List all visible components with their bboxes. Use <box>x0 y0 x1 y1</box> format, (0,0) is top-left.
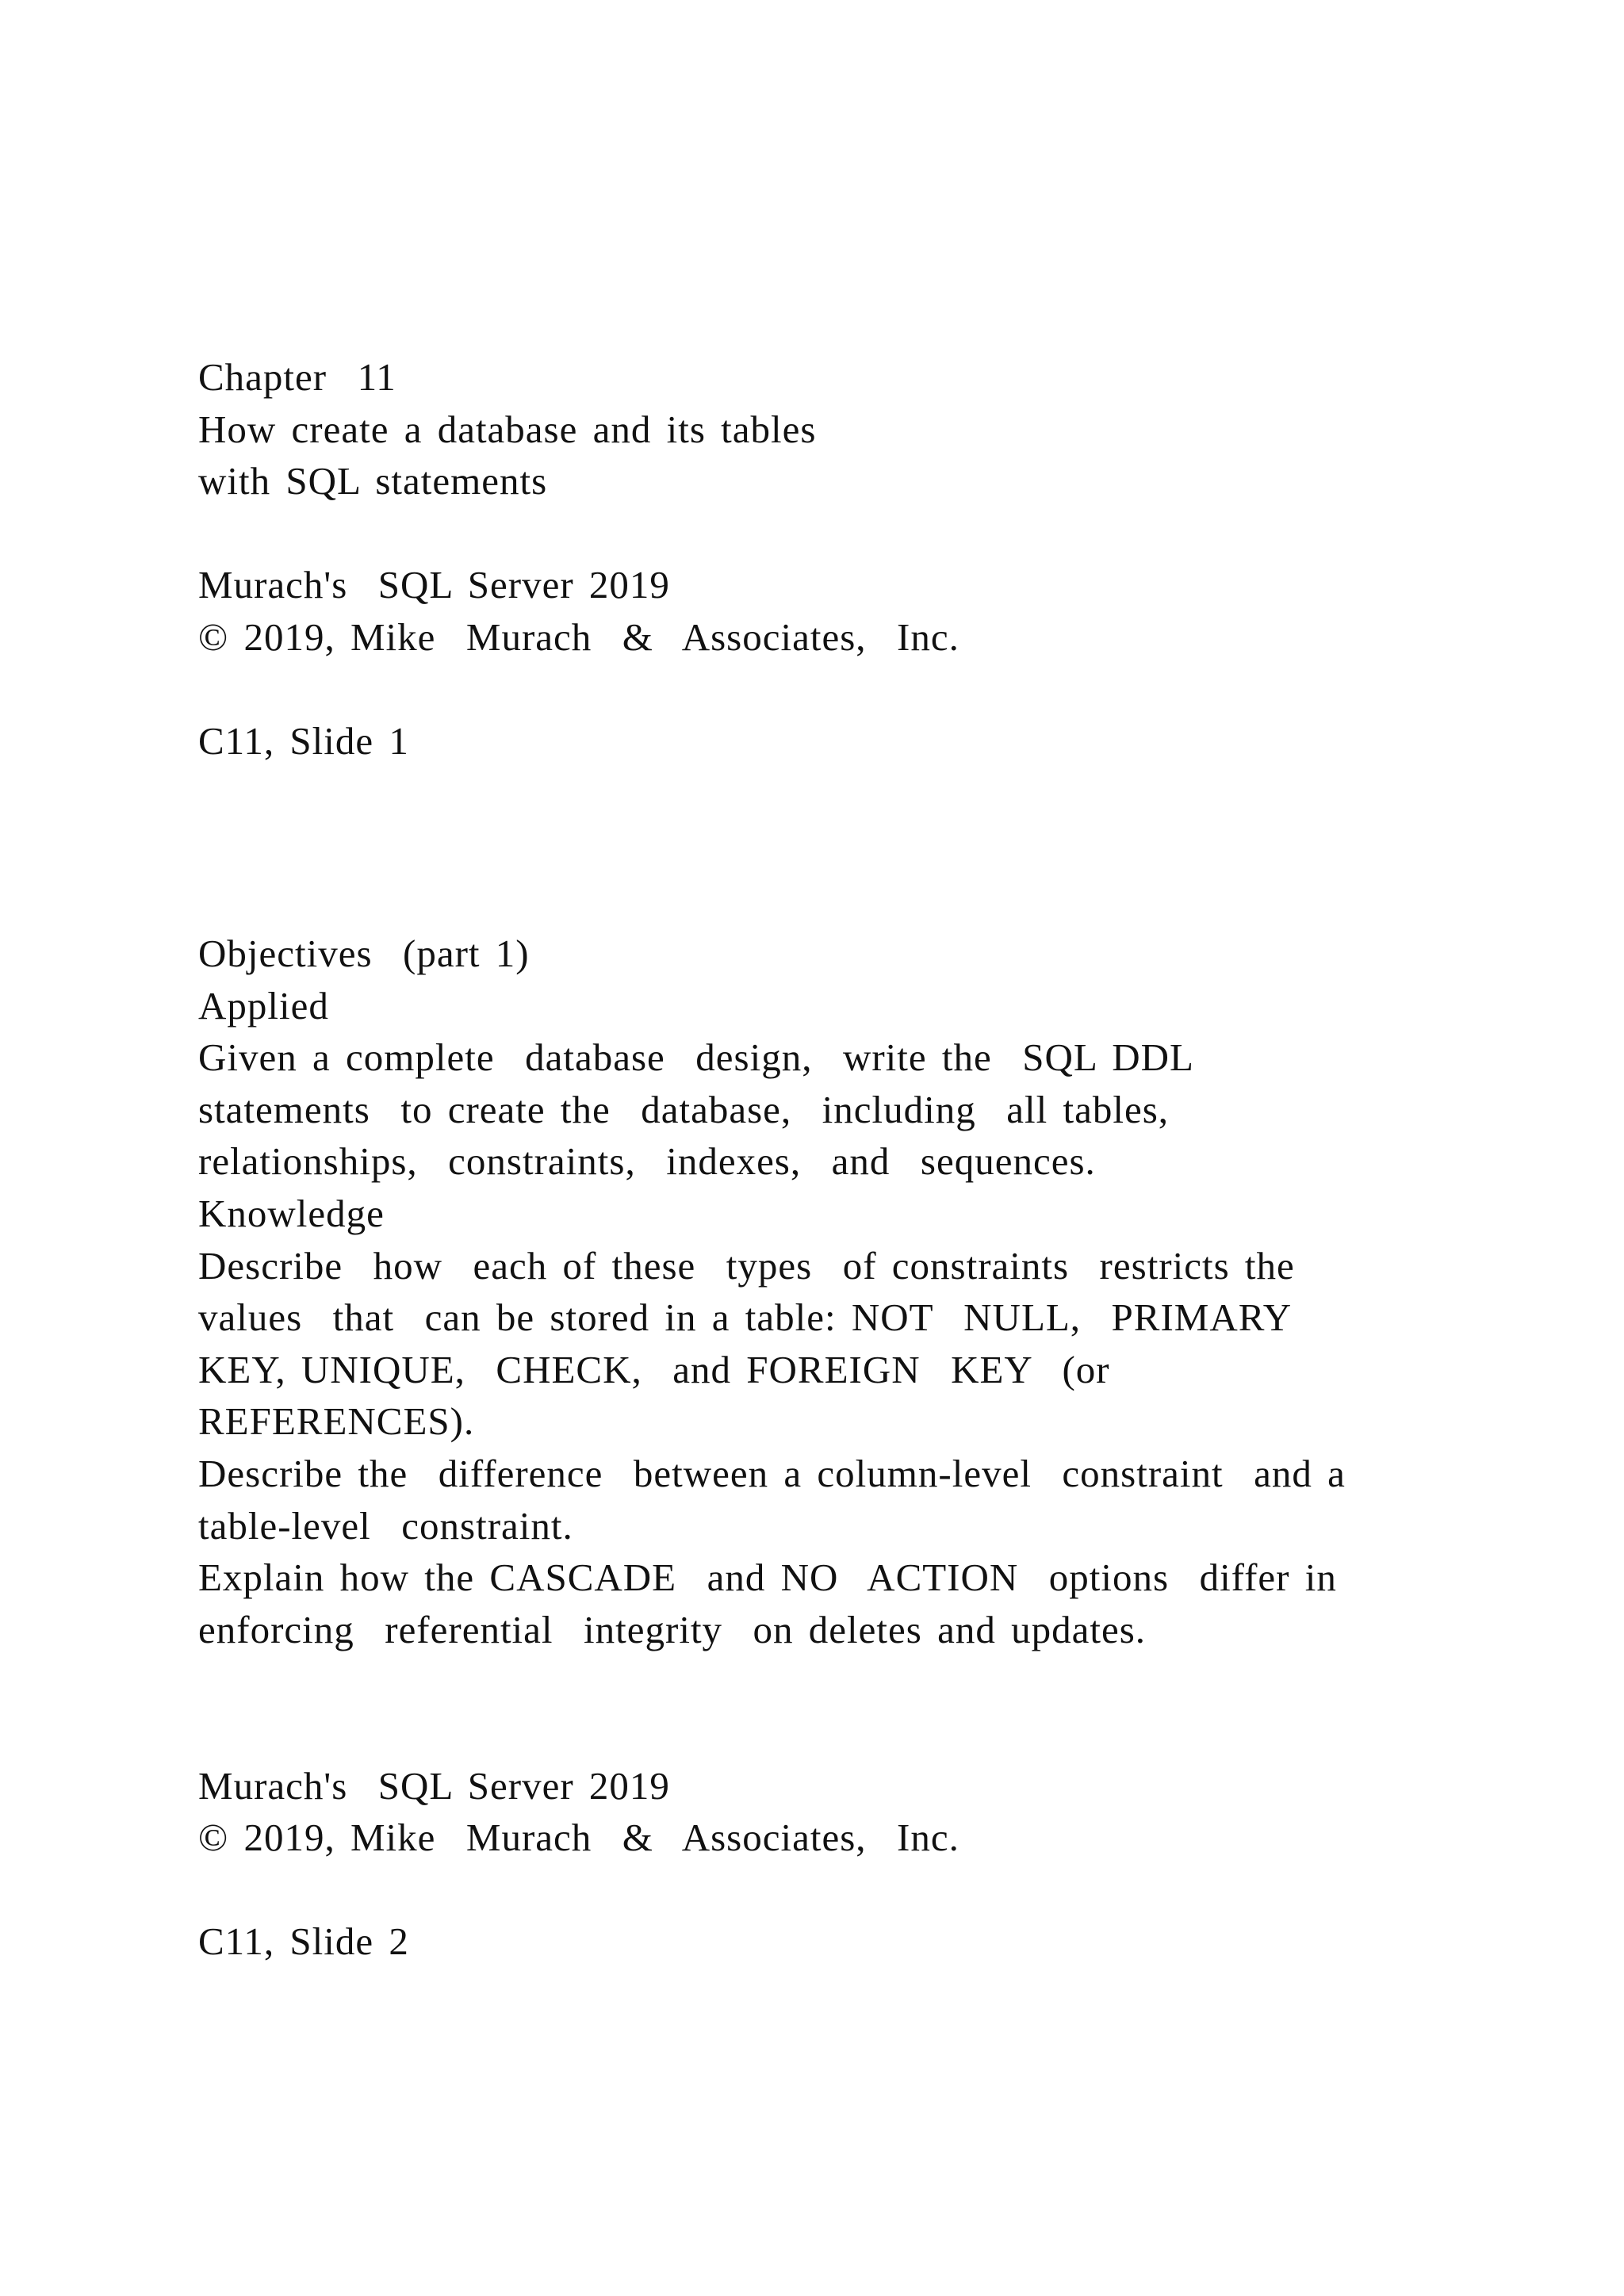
section-label-applied: Applied <box>198 983 329 1027</box>
copyright-notice: © 2019, Mike Murach & Associates, Inc. <box>198 1816 959 1860</box>
book-title: Murach's SQL Server 2019 <box>198 563 670 607</box>
applied-line: Given a complete database design, write the SQL DDL <box>198 1035 1194 1080</box>
applied-line: statements to create the database, including all tables, <box>198 1087 1170 1131</box>
copyright-notice: © 2019, Mike Murach & Associates, Inc. <box>198 614 959 659</box>
knowledge-line: Explain how the CASCADE and NO ACTION options differ in <box>198 1556 1337 1600</box>
spacer <box>198 664 1546 716</box>
knowledge-line: table-level constraint. <box>198 1503 573 1548</box>
chapter-subtitle-line-1: How create a database and its tables <box>198 407 817 451</box>
knowledge-line: enforcing referential integrity on deletes and updates. <box>198 1607 1147 1651</box>
knowledge-line: Describe the difference between a column-level constraint and a <box>198 1451 1346 1495</box>
section-label-knowledge: Knowledge <box>198 1191 385 1235</box>
spacer <box>198 507 1546 560</box>
knowledge-line: KEY, UNIQUE, CHECK, and FOREIGN KEY (or <box>198 1347 1110 1391</box>
chapter-title: Chapter 11 <box>198 355 396 399</box>
knowledge-line: REFERENCES). <box>198 1399 475 1444</box>
knowledge-line: values that can be stored in a table: NOT NULL, PRIMARY <box>198 1295 1293 1340</box>
slide-2-text <box>198 928 1546 1968</box>
chapter-subtitle-line-2: with SQL statements <box>198 459 548 503</box>
applied-line: relationships, constraints, indexes, and sequences. <box>198 1139 1096 1184</box>
book-title: Murach's SQL Server 2019 <box>198 1763 670 1808</box>
slide-1-text <box>198 351 1546 767</box>
slide-label: C11, Slide 1 <box>198 719 409 763</box>
slide-label: C11, Slide 2 <box>198 1919 409 1964</box>
objectives-heading: Objectives (part 1) <box>198 932 530 975</box>
spacer <box>198 1864 1546 1916</box>
spacer <box>198 1708 1546 1760</box>
spacer <box>198 1655 1546 1708</box>
knowledge-line: Describe how each of these types of constraints restricts the <box>198 1243 1295 1288</box>
